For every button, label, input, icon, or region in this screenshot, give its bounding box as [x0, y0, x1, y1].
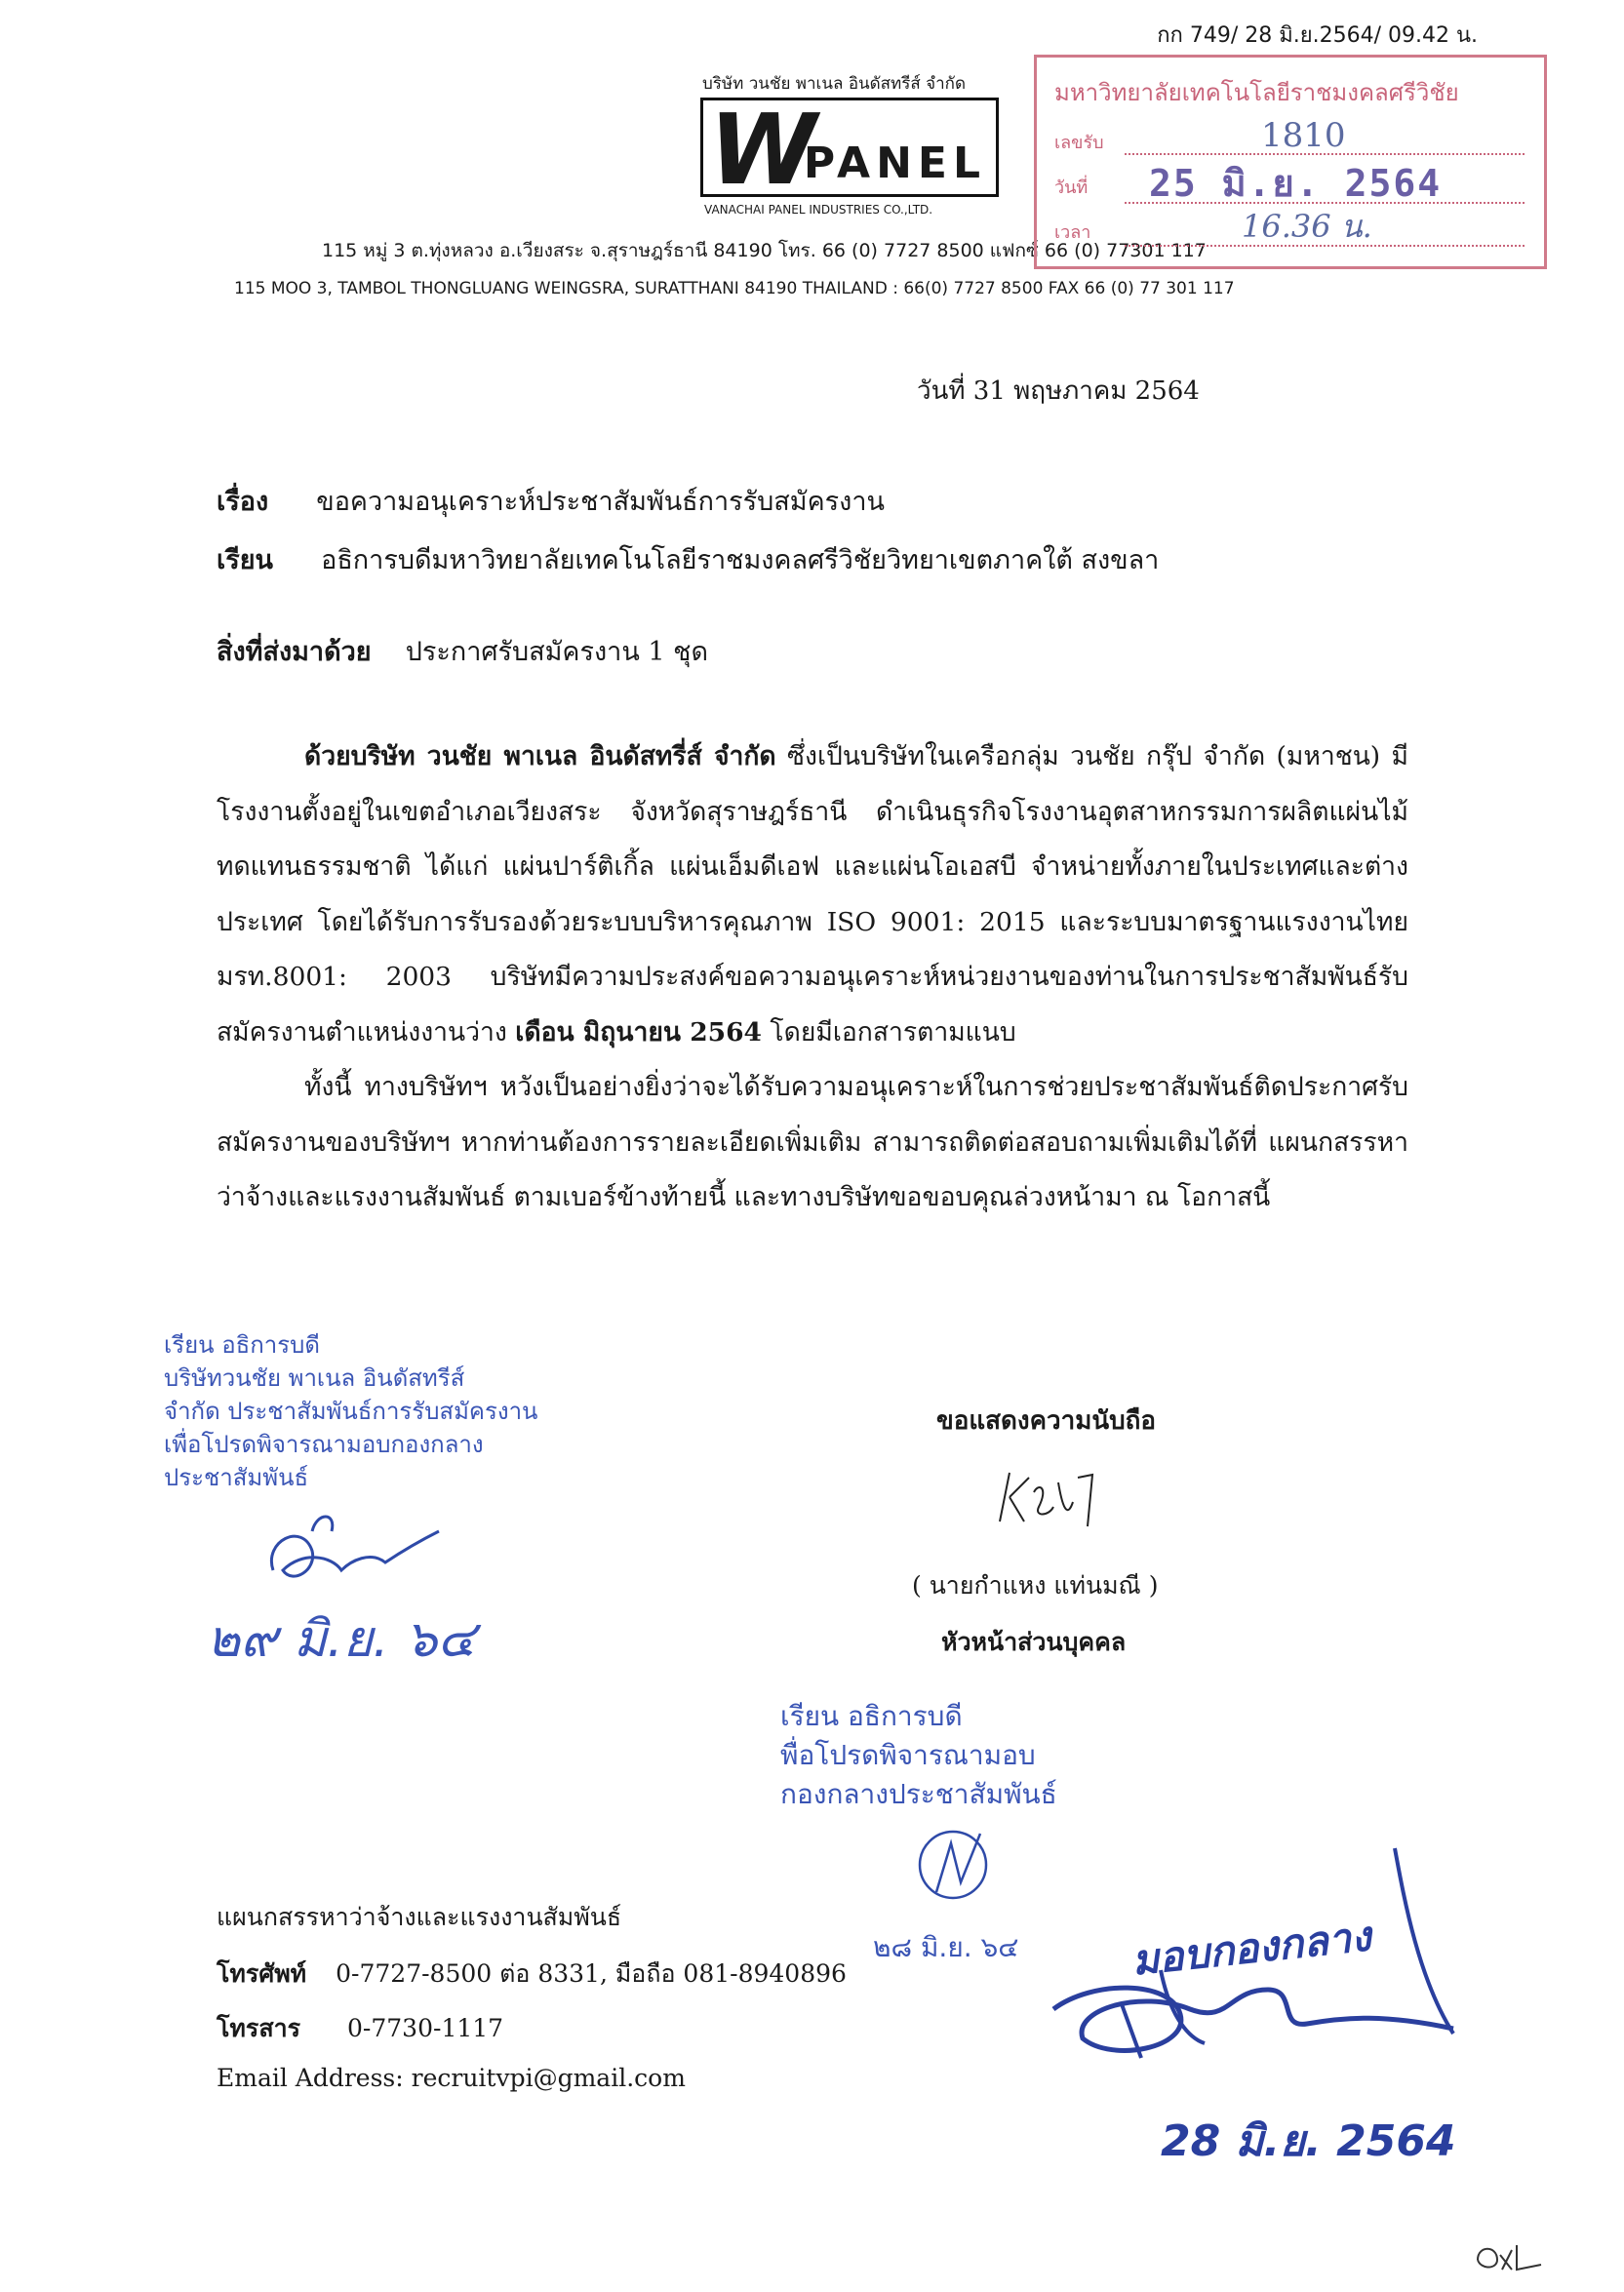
handwritten-note-left: [164, 1328, 537, 1494]
subject-label: เรื่อง: [217, 487, 269, 517]
note-right-date: ๒๘ มิ.ย. ๖๔: [873, 1931, 1019, 1963]
note-right-line: กองกลางประชาสัมพันธ์: [780, 1778, 1057, 1810]
left-signature: [244, 1502, 458, 1609]
enclosure-label: สิ่งที่ส่งมาด้วย: [217, 637, 372, 667]
subject-row: [217, 480, 885, 522]
corner-initials: [1473, 2235, 1561, 2274]
logo-w-letter: W: [709, 93, 810, 207]
paragraph-1-text: ซึ่งเป็นบริษัทในเครือกลุ่ม วนชัย กรุ๊ป จำกัด (มหาชน) มีโรงงานตั้งอยู่ในเขตอำเภอเวียงสระ จังหวัดสุราษฎร์ธานี ดำเนินธุรกิจโรงงานอุตสาหกรรมการผลิตแผ่นไม้ทดแทนธรรมชาติ ได้แก่ แผ่นปาร์ติเกิ้ล แผ่นเอ็มดีเอฟ และแผ่นโอเอสบี จำหน่ายทั้งภายในประเทศและต่างประเทศ โดยได้รับการรับรองด้วยระบบบริหารคุณภาพ ISO 9001: 2015 และระบบมาตรฐานแรงงานไทย มรท.8001: 2003 บริษัทมีความประสงค์ขอความอนุเคราะห์หน่วยงานของท่านในการประชาสัมพันธ์รับสมัครงานตำแหน่งงานว่าง: [217, 741, 1409, 1047]
letter-body: [217, 730, 1408, 1226]
stamp-number: 1810: [1261, 116, 1346, 155]
stamp-title: มหาวิทยาลัยเทคโนโลยีราชมงคลศรีวิชัย: [1054, 79, 1459, 106]
recipient-label: เรียน: [217, 545, 274, 575]
enclosure-row: [217, 630, 708, 672]
phone-value: 0-7727-8500 ต่อ 8331, มือถือ 081-8940896: [336, 1959, 847, 1988]
handwritten-approval: มอบกองกลาง: [1129, 1912, 1373, 1985]
director-signature: [1034, 1843, 1463, 2097]
address-english: 115 MOO 3, TAMBOL THONGLUANG WEINGSRA, SURATTHANI 84190 THAILAND : 66(0) 7727 8500 FAX 66 (0) 77 301 117: [234, 279, 1235, 298]
note-right-line: พื่อโปรดพิจารณามอบ: [780, 1739, 1036, 1771]
stamp-time-label: เวลา: [1054, 222, 1091, 243]
recipient-text: อธิการบดีมหาวิทยาลัยเทคโนโลยีราชมงคลศรีวิชัยวิทยาเขตภาคใต้ สงขลา: [321, 545, 1160, 575]
stamp-date-label: วันที่: [1054, 178, 1089, 198]
note-right-line: เรียน อธิการบดี: [780, 1700, 963, 1732]
address-thai: 115 หมู่ 3 ต.ทุ่งหลวง อ.เวียงสระ จ.สุราษฎร์ธานี 84190 โทร. 66 (0) 7727 8500 แฟกซ์ 66 (0) 77301 117: [322, 240, 1207, 261]
signer-position: หัวหน้าส่วนบุคคล: [941, 1628, 1127, 1656]
receipt-stamp: [1034, 55, 1547, 269]
subject-text: ขอความอนุเคราะห์ประชาสัมพันธ์การรับสมัครงาน: [316, 487, 885, 517]
contact-phone-row: [217, 1955, 847, 1994]
phone-label: โทรศัพท์: [217, 1959, 307, 1988]
paragraph-1-end: โดยมีเอกสารตามแนบ: [761, 1016, 1016, 1047]
note-left-line: จำกัด ประชาสัมพันธ์การรับสมัครงาน: [164, 1398, 538, 1425]
recipient-row: [217, 538, 1159, 580]
note-left-line: บริษัทวนชัย พาเนล อินดัสทรีส์: [164, 1364, 465, 1392]
company-name-thai: บริษัท วนชัย พาเนล อินดัสทรีส์ จำกัด: [702, 74, 967, 94]
stamp-time: 16.36 น.: [1242, 208, 1372, 245]
company-logo: [700, 93, 999, 207]
handwritten-approval-date: 28 มิ.ย. 2564: [1161, 2116, 1456, 2166]
contact-email: Email Address: recruitvpi@gmail.com: [217, 2064, 686, 2092]
handwritten-note-right: [780, 1697, 1057, 1814]
fax-label: โทรสาร: [217, 2014, 301, 2042]
company-intro-bold: ด้วยบริษัท วนชัย พาเนล อินดัสทรี่ส์ จำกัด: [304, 741, 776, 771]
company-name-english: VANACHAI PANEL INDUSTRIES CO.,LTD.: [704, 203, 933, 217]
body-paragraph-2: ทั้งนี้ ทางบริษัทฯ หวังเป็นอย่างยิ่งว่าจะได้รับความอนุเคราะห์ในการช่วยประชาสัมพันธ์ติดประกาศรับสมัครงานของบริษัทฯ หากท่านต้องการรายละเอียดเพิ่มเติม สามารถติดต่อสอบถามเพิ่มเติมได้ที่ แผนกสรรหาว่าจ้างและแรงงานสัมพันธ์ ตามเบอร์ข้างท้ายนี้ และทางบริษัทขอขอบคุณล่วงหน้ามา ณ โอกาสนี้: [217, 1072, 1408, 1212]
note-left-line: เพื่อโปรดพิจารณามอบกองกลาง: [164, 1431, 484, 1458]
note-left-line: ประชาสัมพันธ์: [164, 1464, 309, 1491]
contact-department: แผนกสรรหาว่าจ้างและแรงงานสัมพันธ์: [217, 1903, 622, 1931]
stamp-date: 25 มิ.ย. 2564: [1149, 162, 1443, 205]
enclosure-text: ประกาศรับสมัครงาน 1 ชุด: [405, 637, 708, 667]
month-bold: เดือน มิถุนายน 2564: [515, 1016, 762, 1047]
contact-fax-row: [217, 2009, 503, 2048]
stamp-divider: [1125, 245, 1525, 247]
initial-signature: [912, 1824, 1000, 1912]
signer-signature: [995, 1463, 1112, 1541]
letter-date: วันที่ 31 พฤษภาคม 2564: [917, 376, 1200, 406]
body-paragraph-1: [217, 730, 1408, 1060]
fax-value: 0-7730-1117: [347, 2014, 504, 2042]
receipt-note: กก 749/ 28 มิ.ย.2564/ 09.42 น.: [1157, 23, 1478, 48]
note-left-line: เรียน อธิการบดี: [164, 1331, 320, 1359]
logo-panel-text: PANEL: [803, 138, 986, 188]
signer-name: ( นายกำแหง แท่นมณี ): [912, 1571, 1159, 1600]
handwritten-date-left: ๒๙ มิ.ย. ๖๔: [207, 1610, 476, 1669]
stamp-number-label: เลขรับ: [1054, 133, 1104, 153]
closing-text: ขอแสดงความนับถือ: [936, 1406, 1156, 1436]
